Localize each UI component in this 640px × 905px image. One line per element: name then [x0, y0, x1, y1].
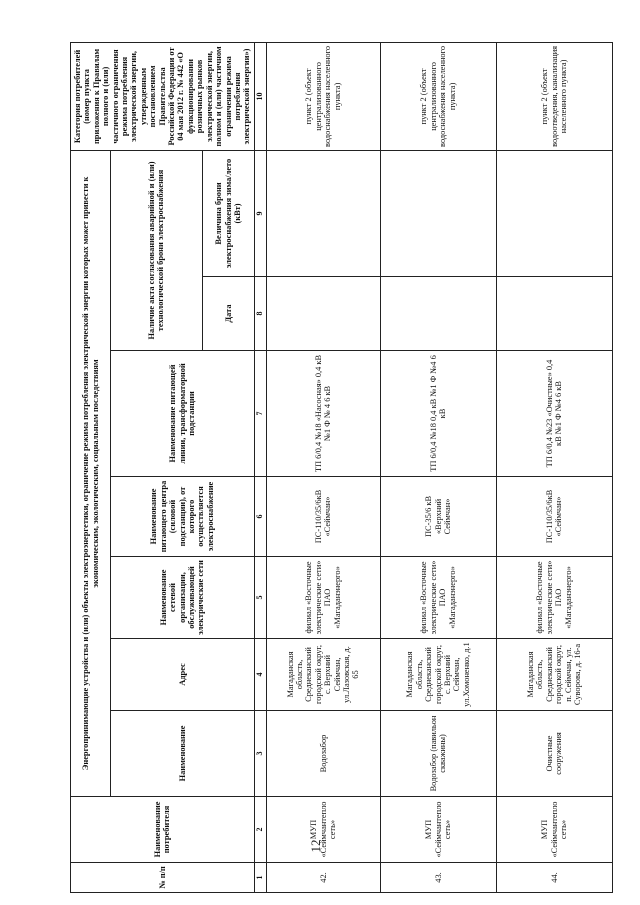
column-number: 1: [254, 863, 266, 893]
row-reserve: [380, 150, 496, 276]
row-reserve: [496, 150, 612, 276]
row-num: 44.: [496, 863, 612, 893]
row-consumer: МУП «Сеймчантепло сеть»: [266, 797, 380, 863]
row-consumer: МУП «Сеймчантепло сеть»: [496, 797, 612, 863]
row-consumer: МУП «Сеймчантепло сеть»: [380, 797, 496, 863]
column-number: 7: [254, 351, 266, 477]
row-name: Очистные сооружения: [496, 711, 612, 797]
rotated-table-wrapper: [70, 43, 583, 893]
row-category: пункт 2 (объект централизованного водоснабжения населенного пункта): [266, 42, 380, 150]
column-number: 10: [254, 42, 266, 150]
header-row-2: [111, 42, 203, 892]
row-feeder: ТП 6/0,4 №18 «Насосная» 0,4 кВ №1 Ф № 4 6 кВ: [266, 351, 380, 477]
header-date: Дата: [202, 277, 254, 351]
column-number: 6: [254, 477, 266, 557]
header-agreement-group: Наличие акта согласования аварийной и (или) технологической брони электроснабжения: [111, 150, 203, 350]
column-number-row: [254, 42, 266, 892]
table-row: [380, 42, 496, 892]
header-grid-org: Наименование сетевой организации, обслуживающей электрические сети: [111, 557, 255, 639]
row-address: Магаданская область, Среднеканский городской округ, с. Верхний Сеймчан, ул.Хомоненко, д.1: [380, 639, 496, 711]
column-number: 8: [254, 277, 266, 351]
column-number: 3: [254, 711, 266, 797]
header-reserve: Величина брони электроснабжения зима/лето (кВт): [202, 150, 254, 276]
row-power-center: ПС-35/6 кВ «Верхний Сеймчан»: [380, 477, 496, 557]
row-date: [496, 277, 612, 351]
row-address: Магаданская область, Среднеканский городской округ, с. Верхний Сеймчан, ул.Лазовская, д. 65: [266, 639, 380, 711]
row-num: 42.: [266, 863, 380, 893]
header-feeder: Наименование питающей линии, трансформаторной подстанции: [111, 351, 255, 477]
row-category: пункт 2 (объект водоотведения, канализация населенного пункта): [496, 42, 612, 150]
row-feeder: ТП 6/0,4 №23 «Очистные» 0,4 кВ №1 Ф №4 6 кВ: [496, 351, 612, 477]
column-number: 5: [254, 557, 266, 639]
consumer-table: [70, 42, 613, 893]
header-devices-group: Энергопринимающие устройства и (или) объекты электроэнергетики, ограничение режима потребления электрической энергии которых может привести к экономическим, экологическим, социальным последствиям: [71, 150, 111, 796]
row-feeder: ТП 6/0,4 №18 0,4 кВ №1 Ф №4 6 кВ: [380, 351, 496, 477]
row-date: [266, 277, 380, 351]
header-consumer: Наименование потребителя: [71, 797, 255, 863]
row-address: Магаданская область, Среднеканский городской округ, п. Сеймчан, ул. Суворова, д. 16-а: [496, 639, 612, 711]
row-power-center: ПС-110/35/6кВ «Сеймчан»: [496, 477, 612, 557]
header-address: Адрес: [111, 639, 255, 711]
header-name: Наименование: [111, 711, 255, 797]
row-name: Водозабор: [266, 711, 380, 797]
row-grid-org: филиал «Восточные электрические сети» ПАО «Магаданэнерго»: [380, 557, 496, 639]
column-number: 9: [254, 150, 266, 276]
header-row-1: [71, 42, 111, 892]
header-category: Категория потребителей (номер пункта приложения к Правилам полного и (или) частичного ограничения режима потребления электрической энергии, утвержденным постановлением Правительства Российской Федерации от 04 мая 2012 г. № 442 «О функционировании розничных рынков электрической энергии, полном и (или) частичном ограничении режима потребления электрической энергии»): [71, 42, 255, 150]
row-date: [380, 277, 496, 351]
row-power-center: ПС-110/35/6кВ «Сеймчан»: [266, 477, 380, 557]
row-num: 43.: [380, 863, 496, 893]
row-category: пункт 2 (объект централизованного водоснабжения населенного пункта): [380, 42, 496, 150]
column-number: 2: [254, 797, 266, 863]
column-number: 4: [254, 639, 266, 711]
row-reserve: [266, 150, 380, 276]
row-grid-org: филиал «Восточные электрические сети» ПАО «Магаданэнерго»: [266, 557, 380, 639]
row-grid-org: филиал «Восточные электрические сети» ПАО «Магаданэнерго»: [496, 557, 612, 639]
header-power-center: Наименование питающего центра (силовой подстанции), от которого осуществляется электроснабжение: [111, 477, 255, 557]
page-number: 12: [308, 839, 323, 853]
row-name: Водозабор (павильон скважины): [380, 711, 496, 797]
table-row: [496, 42, 612, 892]
table-row: [266, 42, 380, 892]
header-num: № п/п: [71, 863, 255, 893]
